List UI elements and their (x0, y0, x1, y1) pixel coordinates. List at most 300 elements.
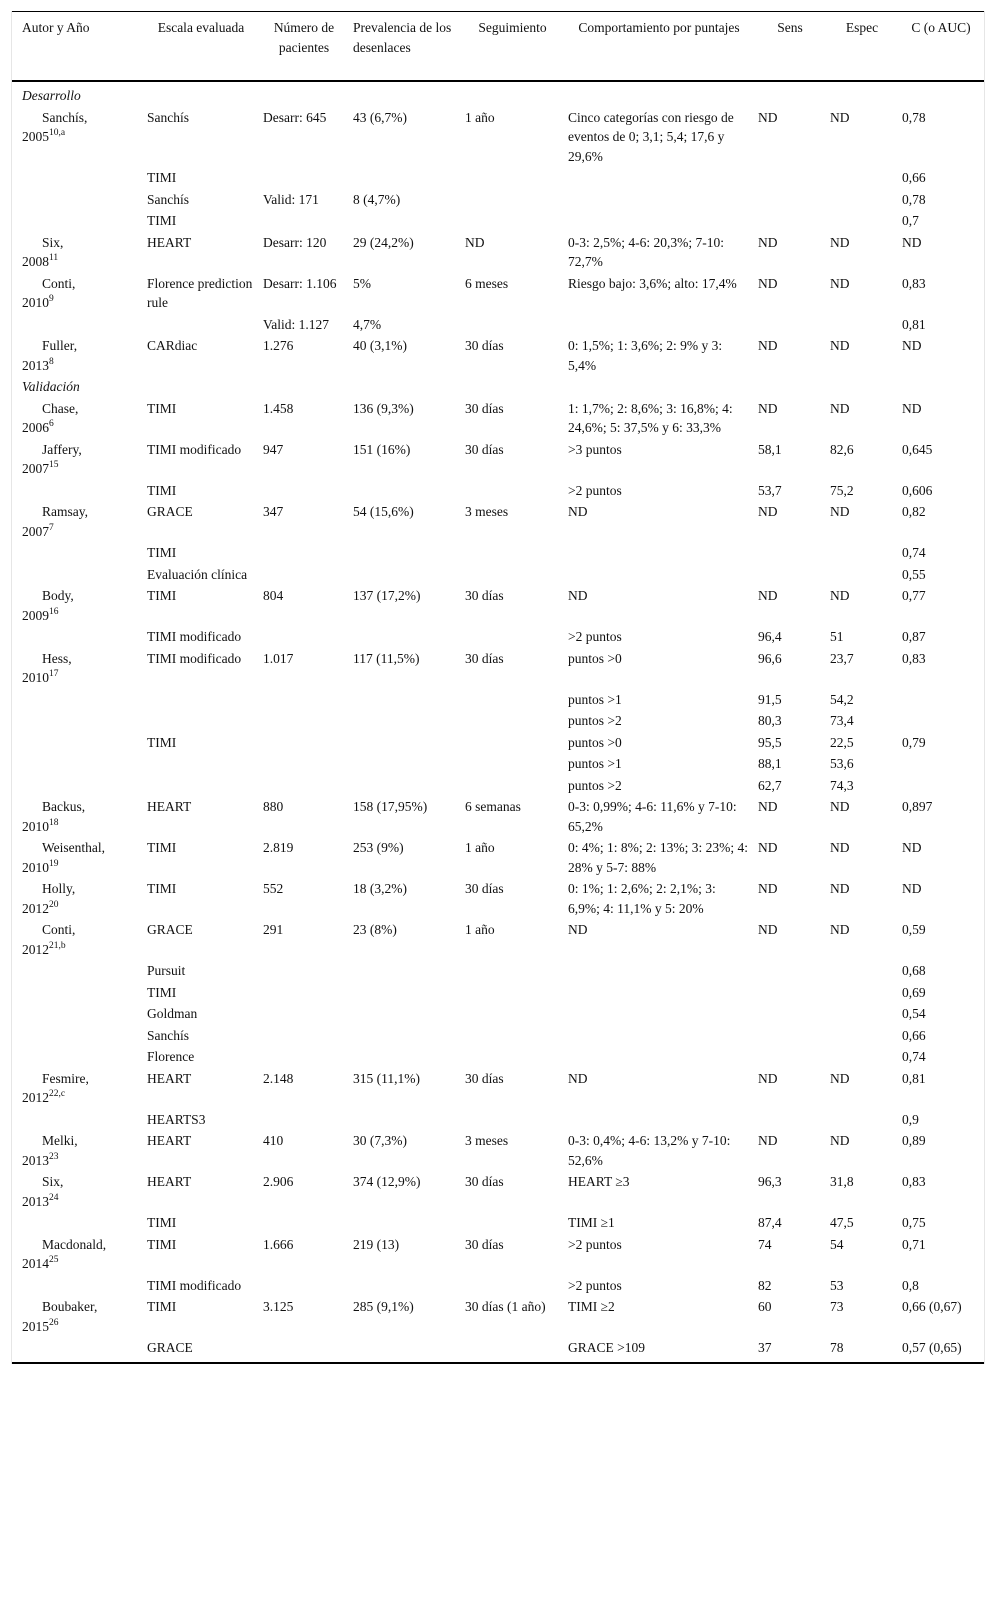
author-cell (12, 1337, 143, 1363)
author-cell (12, 585, 143, 626)
author-year: 2007 (22, 461, 49, 476)
author-cell (12, 1296, 143, 1337)
followup-cell (461, 960, 564, 982)
auc-cell: 0,81 (902, 316, 926, 332)
auc-cell: ND (902, 840, 922, 855)
behavior-cell: ND (568, 588, 588, 603)
table-row (12, 1171, 984, 1212)
prevalence-cell (349, 210, 461, 232)
prevalence-cell (349, 753, 461, 775)
author-cell (12, 648, 143, 689)
author-year: 2013 (22, 1152, 49, 1168)
author-name: Conti, (42, 922, 76, 937)
patients-cell (259, 982, 349, 1004)
behavior-cell: 0: 4%; 1: 8%; 2: 13%; 3: 23%; 4: 28% y 5-7: 88% (568, 840, 748, 875)
author-name: Melki, (42, 1133, 78, 1148)
sens-cell: 96,6 (758, 650, 782, 666)
behavior-cell: GRACE >109 (564, 1337, 754, 1363)
author-year: 2005 (22, 129, 49, 144)
patients-cell (259, 210, 349, 232)
auc-cell: 0,74 (902, 1049, 926, 1064)
table-row (12, 982, 984, 1004)
behavior-cell (564, 210, 754, 232)
patients-cell: 804 (263, 588, 284, 603)
behavior-cell: 0: 1%; 1: 2,6%; 2: 2,1%; 3: 6,9%; 4: 11,1% y 5: 20% (568, 881, 716, 916)
scale-cell: Florence prediction rule (147, 275, 253, 310)
author-cell (12, 167, 143, 189)
sens-cell: 62,7 (758, 777, 782, 793)
scale-cell: HEART (147, 234, 192, 250)
author-year: 2010 (22, 818, 49, 834)
author-cell (12, 314, 143, 336)
author-cell (12, 689, 143, 711)
table-row (12, 732, 984, 754)
scale-cell: HEARTS3 (147, 1111, 206, 1127)
scale-cell (143, 710, 259, 732)
table-container (11, 11, 985, 1364)
author-year: 2006 (22, 420, 49, 435)
auc-cell: 0,81 (902, 1070, 926, 1086)
spec-cell (826, 1003, 898, 1025)
behavior-cell (564, 982, 754, 1004)
reference-superscript: 22,c (49, 1089, 66, 1099)
behavior-cell (564, 1109, 754, 1131)
scale-cell: TIMI (147, 881, 177, 896)
header-scale: Escala evaluada (143, 12, 259, 82)
scale-cell: CARdiac (147, 338, 198, 353)
patients-cell (259, 480, 349, 502)
reference-superscript: 9 (49, 294, 54, 304)
spec-cell: 31,8 (830, 1174, 854, 1189)
table-row (12, 273, 984, 314)
author-name: Fesmire, (42, 1070, 89, 1086)
studies-table (12, 11, 984, 1364)
behavior-cell: puntos >1 (568, 756, 622, 771)
patients-cell (259, 1109, 349, 1131)
auc-cell: 0,897 (902, 799, 933, 814)
table-row (12, 167, 984, 189)
spec-cell: ND (830, 1070, 850, 1086)
behavior-cell: >2 puntos (568, 629, 622, 644)
patients-cell (259, 1003, 349, 1025)
sens-cell: 58,1 (758, 441, 782, 457)
behavior-cell: ND (568, 504, 588, 519)
patients-cell: 2.148 (263, 1070, 294, 1086)
spec-cell: ND (830, 109, 850, 125)
header-patients: Número de pacientes (259, 12, 349, 82)
table-row (12, 1025, 984, 1047)
scale-cell: GRACE (147, 922, 193, 937)
prevalence-cell: 29 (24,2%) (353, 234, 414, 250)
spec-cell: ND (830, 338, 850, 353)
prevalence-cell: 5% (353, 275, 371, 291)
author-cell (12, 232, 143, 273)
author-cell (12, 273, 143, 314)
auc-cell: 0,83 (902, 275, 926, 291)
table-row (12, 1212, 984, 1234)
patients-cell (259, 689, 349, 711)
auc-cell: 0,7 (902, 213, 919, 228)
sens-cell: ND (758, 1133, 778, 1148)
spec-cell: 51 (830, 629, 844, 644)
spec-cell (826, 189, 898, 211)
patients-cell: 947 (263, 441, 284, 457)
auc-cell: ND (902, 234, 922, 250)
spec-cell: 53,6 (830, 756, 854, 771)
header-behavior: Comportamiento por puntajes (564, 12, 754, 82)
patients-cell (259, 167, 349, 189)
behavior-cell: puntos >2 (568, 713, 622, 728)
reference-superscript: 10,a (49, 128, 66, 138)
table-row (12, 689, 984, 711)
spec-cell (826, 167, 898, 189)
spec-cell: ND (830, 504, 850, 519)
sens-cell: ND (758, 109, 778, 125)
followup-cell (461, 626, 564, 648)
sens-cell: 53,7 (758, 482, 782, 498)
table-row (12, 1296, 984, 1337)
sens-cell: 96,4 (758, 629, 782, 644)
table-row (12, 564, 984, 586)
patients-cell: 1.666 (263, 1236, 294, 1252)
author-cell (12, 335, 143, 376)
table-row (12, 1234, 984, 1275)
header-sens: Sens (754, 12, 826, 82)
author-year: 2012 (22, 900, 49, 916)
sens-cell (754, 1046, 826, 1068)
behavior-cell: >2 puntos (568, 1236, 622, 1252)
auc-cell: 0,66 (902, 1027, 926, 1043)
prevalence-cell: 8 (4,7%) (353, 191, 401, 207)
spec-cell: 23,7 (830, 650, 854, 666)
behavior-cell (564, 960, 754, 982)
auc-cell: 0,79 (902, 734, 926, 750)
followup-cell (461, 1337, 564, 1363)
prevalence-cell: 151 (16%) (353, 441, 411, 457)
prevalence-cell: 158 (17,95%) (353, 799, 428, 814)
sens-cell: 95,5 (758, 734, 782, 750)
table-row (12, 210, 984, 232)
scale-cell: Sanchís (147, 191, 189, 207)
author-name: Fuller, (42, 338, 78, 353)
author-cell (12, 398, 143, 439)
patients-cell (259, 710, 349, 732)
auc-cell: 0,75 (902, 1215, 926, 1230)
prevalence-cell (349, 480, 461, 502)
auc-cell: 0,8 (902, 1277, 919, 1293)
prevalence-cell: 40 (3,1%) (353, 338, 407, 353)
patients-cell: 1.458 (263, 400, 294, 416)
followup-cell: 30 días (465, 650, 504, 666)
followup-cell: ND (465, 234, 485, 250)
reference-superscript: 26 (49, 1317, 59, 1328)
behavior-cell: TIMI ≥2 (568, 1299, 615, 1314)
scale-cell: Sanchís (147, 109, 189, 125)
auc-cell (898, 753, 984, 775)
patients-cell (259, 753, 349, 775)
reference-superscript: 18 (49, 817, 59, 828)
auc-cell: 0,77 (902, 588, 926, 603)
sens-cell (754, 314, 826, 336)
followup-cell (461, 775, 564, 797)
prevalence-cell (349, 732, 461, 754)
patients-cell (259, 1275, 349, 1297)
patients-cell: 880 (263, 799, 284, 814)
scale-cell: TIMI (147, 1299, 177, 1314)
sens-cell: ND (758, 840, 778, 855)
prevalence-cell: 23 (8%) (353, 922, 397, 937)
auc-cell: ND (902, 338, 922, 353)
table-row (12, 398, 984, 439)
behavior-cell: 0-3: 2,5%; 4-6: 20,3%; 7-10: 72,7% (568, 234, 724, 269)
scale-cell (143, 689, 259, 711)
behavior-cell: >3 puntos (568, 441, 622, 457)
auc-cell: 0,82 (902, 504, 926, 519)
author-cell (12, 1068, 143, 1109)
behavior-cell: Cinco categorías con riesgo de eventos de 0; 3,1; 5,4; 17,6 y 29,6% (568, 109, 734, 164)
table-row (12, 960, 984, 982)
behavior-cell (564, 542, 754, 564)
prevalence-cell: 54 (15,6%) (353, 504, 414, 519)
author-cell (12, 1025, 143, 1047)
author-name: Macdonald, (42, 1236, 107, 1252)
auc-cell: 0,55 (902, 566, 926, 582)
author-year: 2015 (22, 1318, 49, 1334)
author-cell (12, 753, 143, 775)
table-row (12, 1068, 984, 1109)
scale-cell: TIMI (147, 1236, 177, 1252)
spec-cell: 78 (826, 1337, 898, 1363)
prevalence-cell (349, 564, 461, 586)
author-cell (12, 919, 143, 960)
spec-cell (826, 982, 898, 1004)
sens-cell: 88,1 (758, 756, 782, 771)
sens-cell: 87,4 (758, 1215, 782, 1230)
sens-cell (754, 189, 826, 211)
followup-cell: 30 días (465, 1174, 504, 1189)
followup-cell: 6 semanas (465, 799, 521, 814)
sens-cell (754, 982, 826, 1004)
auc-cell: 0,54 (902, 1006, 926, 1021)
prevalence-cell (349, 689, 461, 711)
behavior-cell: 0-3: 0,4%; 4-6: 13,2% y 7-10: 52,6% (568, 1133, 731, 1168)
spec-cell: 47,5 (830, 1215, 854, 1230)
author-cell (12, 564, 143, 586)
table-row (12, 232, 984, 273)
author-name: Jaffery, (42, 441, 82, 457)
author-cell (12, 542, 143, 564)
author-year: 2009 (22, 607, 49, 623)
patients-cell (259, 1337, 349, 1363)
patients-cell (259, 542, 349, 564)
reference-superscript: 23 (49, 1151, 59, 1162)
author-cell (12, 732, 143, 754)
auc-cell: 0,68 (902, 963, 926, 978)
followup-cell (461, 1025, 564, 1047)
header-auc: C (o AUC) (898, 12, 984, 82)
reference-superscript: 7 (49, 522, 54, 533)
author-name: Holly, (42, 881, 76, 896)
table-row (12, 1003, 984, 1025)
sens-cell: ND (758, 1070, 778, 1086)
behavior-cell (564, 1046, 754, 1068)
scale-cell: TIMI modificado (147, 1277, 242, 1293)
scale-cell: HEART (147, 1133, 192, 1148)
patients-cell: Valid: 171 (263, 191, 319, 207)
author-year: 2012 (22, 1090, 49, 1105)
table-row (12, 878, 984, 919)
reference-superscript: 16 (49, 606, 59, 617)
reference-superscript: 25 (49, 1255, 59, 1265)
sens-cell: 37 (754, 1337, 826, 1363)
prevalence-cell (349, 626, 461, 648)
sens-cell: ND (758, 922, 778, 937)
prevalence-cell: 374 (12,9%) (353, 1174, 421, 1189)
patients-cell: 410 (263, 1133, 284, 1148)
scale-cell: TIMI (147, 588, 177, 603)
table-row (12, 439, 984, 480)
auc-cell (898, 710, 984, 732)
scale-cell: TIMI (147, 213, 177, 228)
auc-cell: 0,57 (0,65) (898, 1337, 984, 1363)
author-cell (12, 439, 143, 480)
table-row (12, 775, 984, 797)
patients-cell: 2.906 (263, 1174, 294, 1189)
prevalence-cell (349, 775, 461, 797)
sens-cell (754, 542, 826, 564)
sens-cell: ND (758, 799, 778, 814)
spec-cell (826, 1025, 898, 1047)
table-row (12, 1109, 984, 1131)
scale-cell: TIMI (147, 400, 177, 416)
prevalence-cell: 18 (3,2%) (353, 881, 407, 896)
patients-cell (259, 732, 349, 754)
sens-cell (754, 564, 826, 586)
followup-cell: 3 meses (465, 1133, 509, 1148)
spec-cell (826, 564, 898, 586)
author-cell (12, 1212, 143, 1234)
scale-cell: TIMI (147, 840, 177, 855)
table-row (12, 837, 984, 878)
sens-cell: 96,3 (758, 1174, 782, 1189)
followup-cell (461, 189, 564, 211)
followup-cell (461, 480, 564, 502)
patients-cell: 291 (263, 922, 284, 937)
spec-cell: 82,6 (830, 441, 854, 457)
author-cell (12, 1130, 143, 1171)
sens-cell (754, 1109, 826, 1131)
author-cell (12, 775, 143, 797)
sens-cell: ND (758, 234, 778, 250)
author-name: Chase, (42, 400, 79, 416)
spec-cell: ND (830, 588, 850, 603)
table-row (12, 1337, 984, 1363)
behavior-cell (564, 167, 754, 189)
scale-cell: HEART (147, 1070, 192, 1086)
table-row (12, 753, 984, 775)
table-row (12, 1046, 984, 1068)
sens-cell: ND (758, 275, 778, 291)
spec-cell: ND (830, 400, 850, 416)
reference-superscript: 17 (49, 669, 59, 679)
prevalence-cell (349, 1109, 461, 1131)
behavior-cell: TIMI ≥1 (568, 1215, 615, 1230)
author-name: Conti, (42, 275, 76, 291)
patients-cell (259, 1046, 349, 1068)
patients-cell: Valid: 1.127 (263, 316, 329, 332)
auc-cell: 0,89 (902, 1133, 926, 1148)
header-prevalence: Prevalencia de los desenlaces (349, 12, 461, 82)
behavior-cell: puntos >0 (568, 734, 622, 750)
scale-cell: GRACE (147, 504, 193, 519)
prevalence-cell: 4,7% (353, 316, 382, 332)
followup-cell (461, 732, 564, 754)
author-cell (12, 982, 143, 1004)
table-row (12, 796, 984, 837)
spec-cell: ND (830, 922, 850, 937)
patients-cell (259, 626, 349, 648)
prevalence-cell (349, 1212, 461, 1234)
scale-cell: HEART (147, 1174, 192, 1189)
scale-cell: TIMI (147, 1215, 177, 1230)
header-spec: Espec (826, 12, 898, 82)
scale-cell: TIMI (147, 984, 177, 1000)
scale-cell: TIMI modificado (147, 650, 242, 666)
sens-cell: ND (758, 588, 778, 603)
sens-cell: 82 (758, 1277, 772, 1293)
behavior-cell: >2 puntos (568, 482, 622, 498)
followup-cell (461, 314, 564, 336)
patients-cell: 3.125 (263, 1299, 294, 1314)
followup-cell: 30 días (465, 1070, 504, 1086)
author-name: Hess, (42, 650, 72, 666)
behavior-cell (564, 1003, 754, 1025)
scale-cell (143, 314, 259, 336)
patients-cell: 552 (263, 881, 284, 896)
auc-cell: 0,83 (902, 1174, 926, 1189)
spec-cell: 75,2 (830, 482, 854, 498)
behavior-cell (564, 189, 754, 211)
spec-cell: 53 (830, 1277, 844, 1293)
author-year: 2014 (22, 1256, 49, 1271)
prevalence-cell: 30 (7,3%) (353, 1133, 407, 1148)
prevalence-cell: 253 (9%) (353, 840, 404, 855)
author-cell (12, 480, 143, 502)
auc-cell: 0,74 (902, 545, 926, 560)
sens-cell (754, 210, 826, 232)
author-cell (12, 837, 143, 878)
author-cell (12, 1171, 143, 1212)
auc-cell: 0,66 (0,67) (902, 1299, 962, 1314)
reference-superscript: 6 (49, 419, 54, 429)
patients-cell (259, 1025, 349, 1047)
auc-cell: 0,645 (902, 441, 933, 457)
scale-cell: TIMI (147, 545, 177, 560)
prevalence-cell: 43 (6,7%) (353, 109, 407, 125)
sens-cell (754, 1025, 826, 1047)
prevalence-cell (349, 960, 461, 982)
author-cell (12, 189, 143, 211)
prevalence-cell: 137 (17,2%) (353, 588, 421, 603)
auc-cell: 0,71 (902, 1236, 926, 1252)
auc-cell: 0,66 (902, 170, 926, 185)
behavior-cell: 1: 1,7%; 2: 8,6%; 3: 16,8%; 4: 24,6%; 5: 37,5% y 6: 33,3% (568, 400, 733, 435)
section-title: Validación (22, 379, 80, 394)
followup-cell: 30 días (1 año) (465, 1299, 546, 1314)
spec-cell: ND (830, 799, 850, 814)
auc-cell: 0,87 (902, 629, 926, 644)
reference-superscript: 24 (49, 1192, 59, 1203)
